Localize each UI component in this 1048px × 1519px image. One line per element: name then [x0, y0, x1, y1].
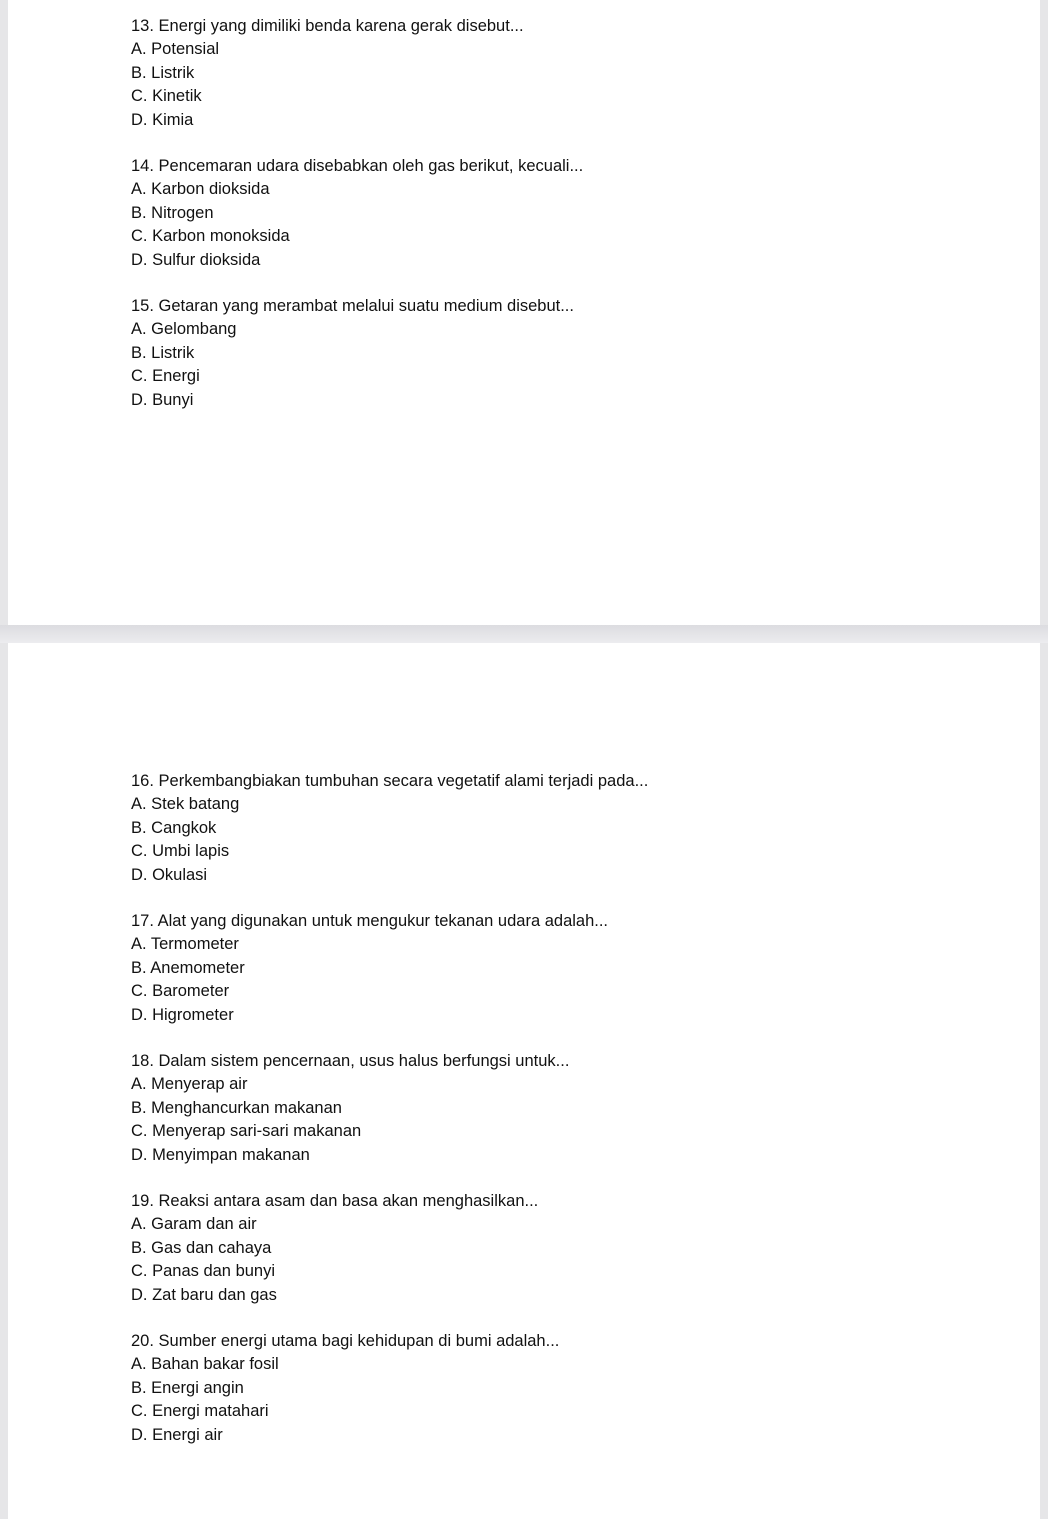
question-text: 15. Getaran yang merambat melalui suatu medium disebut... — [131, 297, 574, 315]
option-a: A. Stek batang — [131, 795, 240, 814]
option-d: D. Menyimpan makanan — [131, 1145, 310, 1164]
option-b: B. Energi angin — [131, 1378, 244, 1397]
option-a: A. Gelombang — [131, 320, 237, 339]
option-a: A. Bahan bakar fosil — [131, 1355, 279, 1374]
option-a: A. Potensial — [131, 40, 220, 59]
option-b: B. Menghancurkan makanan — [131, 1098, 342, 1117]
option-c: C. Kinetik — [131, 87, 202, 106]
page-divider — [0, 625, 1048, 643]
question-18 — [131, 1050, 1011, 1167]
option-c: C. Umbi lapis — [131, 842, 230, 861]
option-c: C. Energi — [131, 367, 200, 386]
question-text: 18. Dalam sistem pencernaan, usus halus berfungsi untuk... — [131, 1052, 570, 1070]
option-d: D. Higrometer — [131, 1005, 234, 1024]
option-d: D. Zat baru dan gas — [131, 1285, 277, 1304]
document-page-1 — [8, 0, 1040, 625]
option-c: C. Menyerap sari-sari makanan — [131, 1122, 362, 1141]
option-c: C. Karbon monoksida — [131, 227, 290, 246]
question-text: 16. Perkembangbiakan tumbuhan secara vegetatif alami terjadi pada... — [131, 772, 649, 790]
option-b: B. Listrik — [131, 63, 195, 82]
question-20 — [131, 1330, 1011, 1447]
option-a: A. Garam dan air — [131, 1215, 257, 1234]
question-text: 14. Pencemaran udara disebabkan oleh gas berikut, kecuali... — [131, 157, 584, 175]
option-a: A. Menyerap air — [131, 1075, 248, 1094]
question-16 — [131, 770, 1011, 887]
option-d: D. Bunyi — [131, 390, 194, 409]
option-d: D. Okulasi — [131, 865, 208, 884]
question-text: 19. Reaksi antara asam dan basa akan menghasilkan... — [131, 1192, 539, 1210]
option-d: D. Energi air — [131, 1425, 223, 1444]
option-c: C. Panas dan bunyi — [131, 1262, 276, 1281]
option-b: B. Gas dan cahaya — [131, 1238, 272, 1257]
option-d: D. Kimia — [131, 110, 194, 129]
question-text: 20. Sumber energi utama bagi kehidupan di bumi adalah... — [131, 1332, 560, 1350]
document-page-2 — [8, 643, 1040, 1519]
option-c: C. Barometer — [131, 982, 230, 1001]
question-14 — [131, 155, 1011, 272]
question-15 — [131, 295, 1011, 412]
option-b: B. Cangkok — [131, 818, 217, 837]
option-d: D. Sulfur dioksida — [131, 250, 261, 269]
option-c: C. Energi matahari — [131, 1402, 269, 1421]
option-b: B. Nitrogen — [131, 203, 214, 222]
option-b: B. Listrik — [131, 343, 195, 362]
question-13 — [131, 15, 1011, 132]
question-19 — [131, 1190, 1011, 1307]
option-a: A. Karbon dioksida — [131, 180, 270, 199]
option-b: B. Anemometer — [131, 958, 245, 977]
question-text: 17. Alat yang digunakan untuk mengukur tekanan udara adalah... — [131, 912, 609, 930]
option-a: A. Termometer — [131, 935, 239, 954]
question-text: 13. Energi yang dimiliki benda karena gerak disebut... — [131, 17, 524, 35]
question-17 — [131, 910, 1011, 1027]
